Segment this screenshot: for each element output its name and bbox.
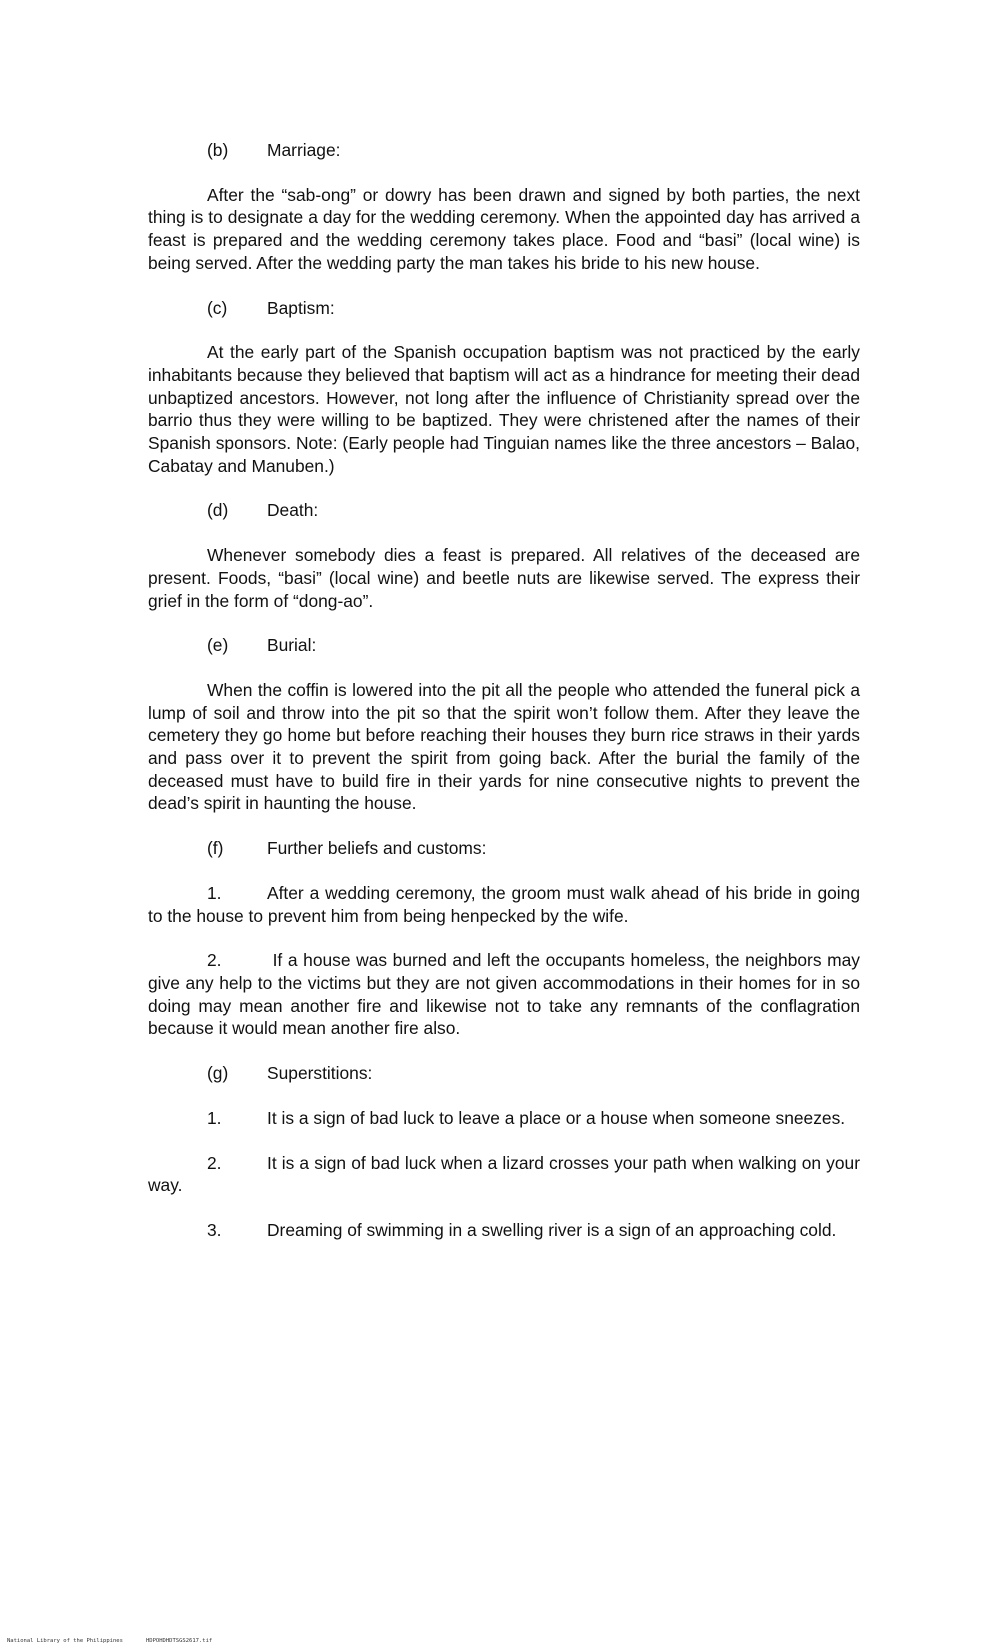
section-title: Further beliefs and customs: bbox=[267, 838, 487, 859]
item-number: 2. bbox=[207, 1152, 222, 1173]
section-letter: (c) bbox=[207, 297, 228, 318]
item-text: Dreaming of swimming in a swelling river is a sign of an approaching cold. bbox=[267, 1219, 837, 1240]
baptism-paragraph: At the early part of the Spanish occupation baptism was not practiced by the early inhabitants because they believed that baptism will act as a hindrance for meeting their dead unbaptized ancestors. However, not long after the influence of Christianity spread over the barrio thus they were willing to be baptized. They were christened after the names of their Spanish sponsors. Note: (Early people had Tinguian names like the three ancestors – Balao, Cabatay and Manuben.) bbox=[148, 342, 860, 476]
section-heading-baptism bbox=[148, 297, 860, 320]
footer-library-name: National Library of the Philippines bbox=[7, 1638, 123, 1644]
section-heading-beliefs bbox=[148, 837, 860, 860]
list-item bbox=[148, 882, 860, 927]
list-item bbox=[148, 1107, 860, 1130]
burial-paragraph: When the coffin is lowered into the pit all the people who attended the funeral pick a lump of soil and throw into the pit so that the spirit won’t follow them. After they leave the cemetery they go home but before reaching their houses they burn rice straws in their yards and pass over it to prevent the spirit from going back. After the burial the family of the deceased must have to build fire in their yards for nine consecutive nights to prevent the dead’s spirit in haunting the house. bbox=[148, 679, 860, 814]
section-heading-marriage bbox=[148, 139, 860, 162]
section-title: Superstitions: bbox=[267, 1063, 373, 1084]
item-text: It is a sign of bad luck when a lizard crosses your path when walking on your way. bbox=[148, 1152, 860, 1196]
section-letter: (d) bbox=[207, 500, 229, 521]
section-title: Death: bbox=[267, 500, 319, 521]
section-letter: (g) bbox=[207, 1063, 229, 1084]
marriage-paragraph: After the “sab-ong” or dowry has been drawn and signed by both parties, the next thing is to designate a day for the wedding ceremony. When the appointed day has arrived a feast is prepared and the wedding ceremony takes place. Food and “basi” (local wine) is being served. After the wedding party the man takes his bride to his new house. bbox=[148, 184, 860, 273]
section-heading-superstitions bbox=[148, 1062, 860, 1085]
section-letter: (e) bbox=[207, 635, 229, 656]
section-heading-death bbox=[148, 499, 860, 522]
item-number: 2. bbox=[207, 950, 222, 971]
document-body bbox=[148, 139, 860, 1264]
item-text: If a house was burned and left the occupants homeless, the neighbors may give any help to the victims but they are not given accommodations in their homes for in so doing may mean another fire and likewise not to take any remnants of the conflagration because it would mean another fire also. bbox=[148, 950, 860, 1039]
death-paragraph: Whenever somebody dies a feast is prepared. All relatives of the deceased are present. Foods, “basi” (local wine) and beetle nuts are likewise served. The express their grief in the form of “dong-ao”. bbox=[148, 545, 860, 611]
list-item bbox=[148, 1219, 860, 1242]
section-heading-burial bbox=[148, 634, 860, 657]
item-number: 3. bbox=[207, 1219, 222, 1240]
item-number: 1. bbox=[207, 882, 222, 903]
item-text: It is a sign of bad luck to leave a place or a house when someone sneezes. bbox=[267, 1107, 846, 1128]
section-letter: (f) bbox=[207, 838, 224, 859]
section-title: Baptism: bbox=[267, 297, 335, 318]
list-item bbox=[148, 949, 860, 1040]
footer-file-id: HDPOHDHDTSGS2617.tif bbox=[146, 1638, 213, 1644]
item-number: 1. bbox=[207, 1107, 222, 1128]
section-title: Marriage: bbox=[267, 140, 341, 160]
item-text: After a wedding ceremony, the groom must walk ahead of his bride in going to the house to prevent him from being henpecked by the wife. bbox=[148, 882, 860, 926]
section-letter: (b) bbox=[207, 140, 229, 160]
section-title: Burial: bbox=[267, 635, 317, 656]
list-item bbox=[148, 1152, 860, 1197]
